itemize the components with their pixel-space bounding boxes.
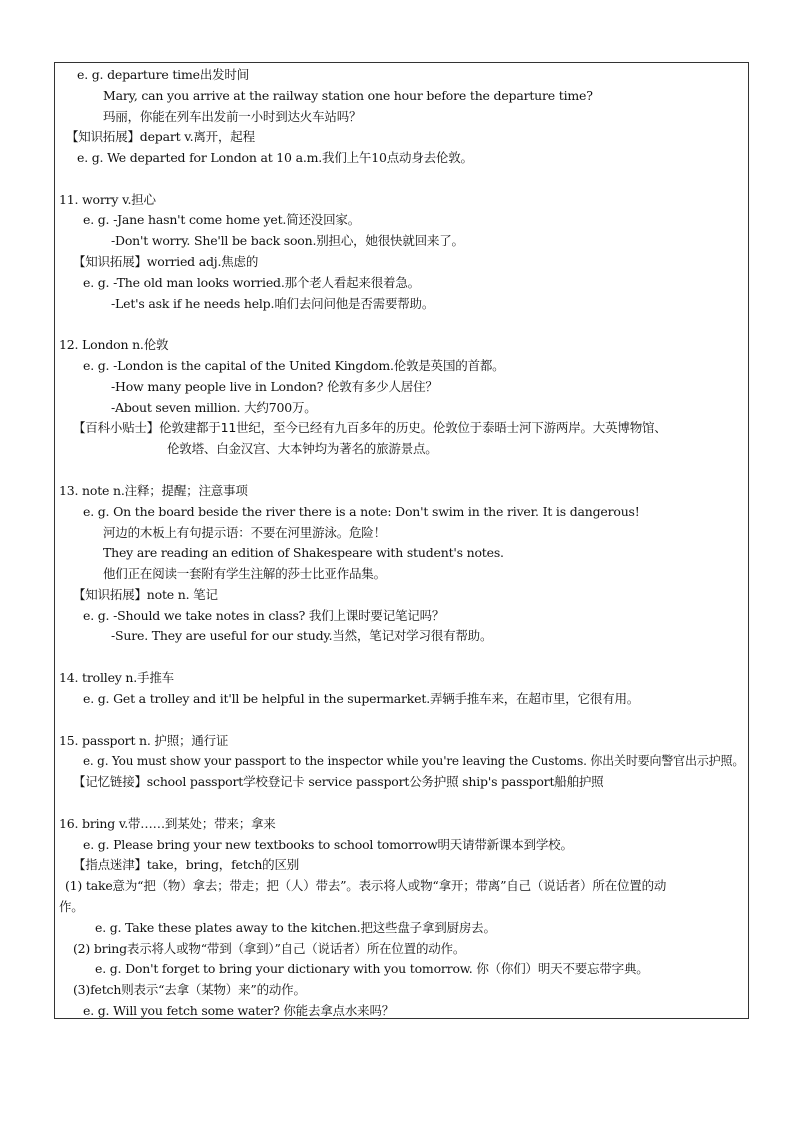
section-heading: 14. trolley n.手推车 (59, 670, 174, 685)
text-line: 【知识拓展】worried adj.焦虑的 (73, 254, 259, 269)
text-line: 【百科小贴士】伦敦建都于11世纪，至今已经有九百多年的历史。伦敦位于泰晤士河下游两岸。大英博物馆、 (73, 420, 667, 435)
text-line: -Let's ask if he needs help.咱们去问问他是否需要帮助。 (111, 296, 435, 311)
text-line: -Don't worry. She'll be back soon.别担心，她很快就回来了。 (111, 233, 464, 248)
text-line: 【记忆链接】school passport学校登记卡 service passport公务护照 ship's passport船舶护照 (73, 774, 604, 789)
text-line: e. g. Take these plates away to the kitchen.把这些盘子拿到厨房去。 (95, 920, 496, 935)
text-line: They are reading an edition of Shakespeare with student's notes. (103, 545, 504, 560)
text-line: Mary, can you arrive at the railway station one hour before the departure time? (103, 88, 593, 103)
text-line: -How many people live in London? 伦敦有多少人居住？ (111, 379, 438, 394)
text-line: e. g. On the board beside the river there is a note: Don't swim in the river. It is dangerous! (83, 504, 640, 519)
text-line: e. g. -Jane hasn't come home yet.简还没回家。 (83, 212, 361, 227)
text-line: e. g. Please bring your new textbooks to school tomorrow明天请带新课本到学校。 (83, 837, 573, 852)
text-line: 【知识拓展】depart v.离开，起程 (66, 129, 255, 144)
section-heading: 11. worry v.担心 (59, 192, 156, 207)
text-line: e. g. We departed for London at 10 a.m.我们上午10点动身去伦敦。 (77, 150, 473, 165)
text-line: 【指点迷津】take，bring，fetch的区别 (73, 857, 300, 872)
section-heading: 16. bring v.带……到某处；带来；拿来 (59, 816, 276, 831)
text-line: e. g. Get a trolley and it'll be helpful in the supermarket.弄辆手推车来，在超市里，它很有用。 (83, 691, 640, 706)
section-heading: 15. passport n. 护照；通行证 (59, 733, 229, 748)
text-line: -About seven million. 大约700万。 (111, 400, 317, 415)
text-line: e. g. Will you fetch some water? 你能去拿点水来吗？ (83, 1003, 395, 1018)
text-line: 玛丽，你能在列车出发前一小时到达火车站吗？ (103, 109, 362, 124)
text-line: e. g. You must show your passport to the inspector while you're leaving the Customs. 你出关时要向警官出示护照。 (83, 753, 745, 768)
text-line: 作。 (59, 899, 84, 914)
text-line: 他们正在阅读一套附有学生注解的莎士比亚作品集。 (103, 566, 386, 581)
text-line: (1) take意为“把（物）拿去；带走；把（人）带去”。表示将人或物“拿开；带离”自己（说话者）所在位置的动 (65, 878, 667, 893)
text-line: e. g. -The old man looks worried.那个老人看起来很着急。 (83, 275, 420, 290)
text-line: (2) bring表示将人或物“带到（拿到）”自己（说话者）所在位置的动作。 (73, 941, 466, 956)
section-heading: 13. note n.注释；提醒；注意事项 (59, 483, 248, 498)
text-line: -Sure. They are useful for our study.当然，笔记对学习很有帮助。 (111, 628, 493, 643)
text-line: e. g. -Should we take notes in class? 我们上课时要记笔记吗？ (83, 608, 445, 623)
text-line: 【知识拓展】note n. 笔记 (73, 587, 218, 602)
section-heading: 12. London n.伦敦 (59, 337, 169, 352)
content-frame (54, 62, 749, 1019)
text-line: e. g. Don't forget to bring your dictionary with you tomorrow. 你（你们）明天不要忘带字典。 (95, 961, 649, 976)
text-line: e. g. -London is the capital of the United Kingdom.伦敦是英国的首都。 (83, 358, 505, 373)
text-line: 河边的木板上有句提示语：不要在河里游泳。危险！ (103, 525, 386, 540)
text-line: 伦敦塔、白金汉宫、大本钟均为著名的旅游景点。 (167, 441, 438, 456)
text-line: (3)fetch则表示“去拿（某物）来”的动作。 (73, 982, 306, 997)
text-line: e. g. departure time出发时间 (77, 67, 250, 82)
